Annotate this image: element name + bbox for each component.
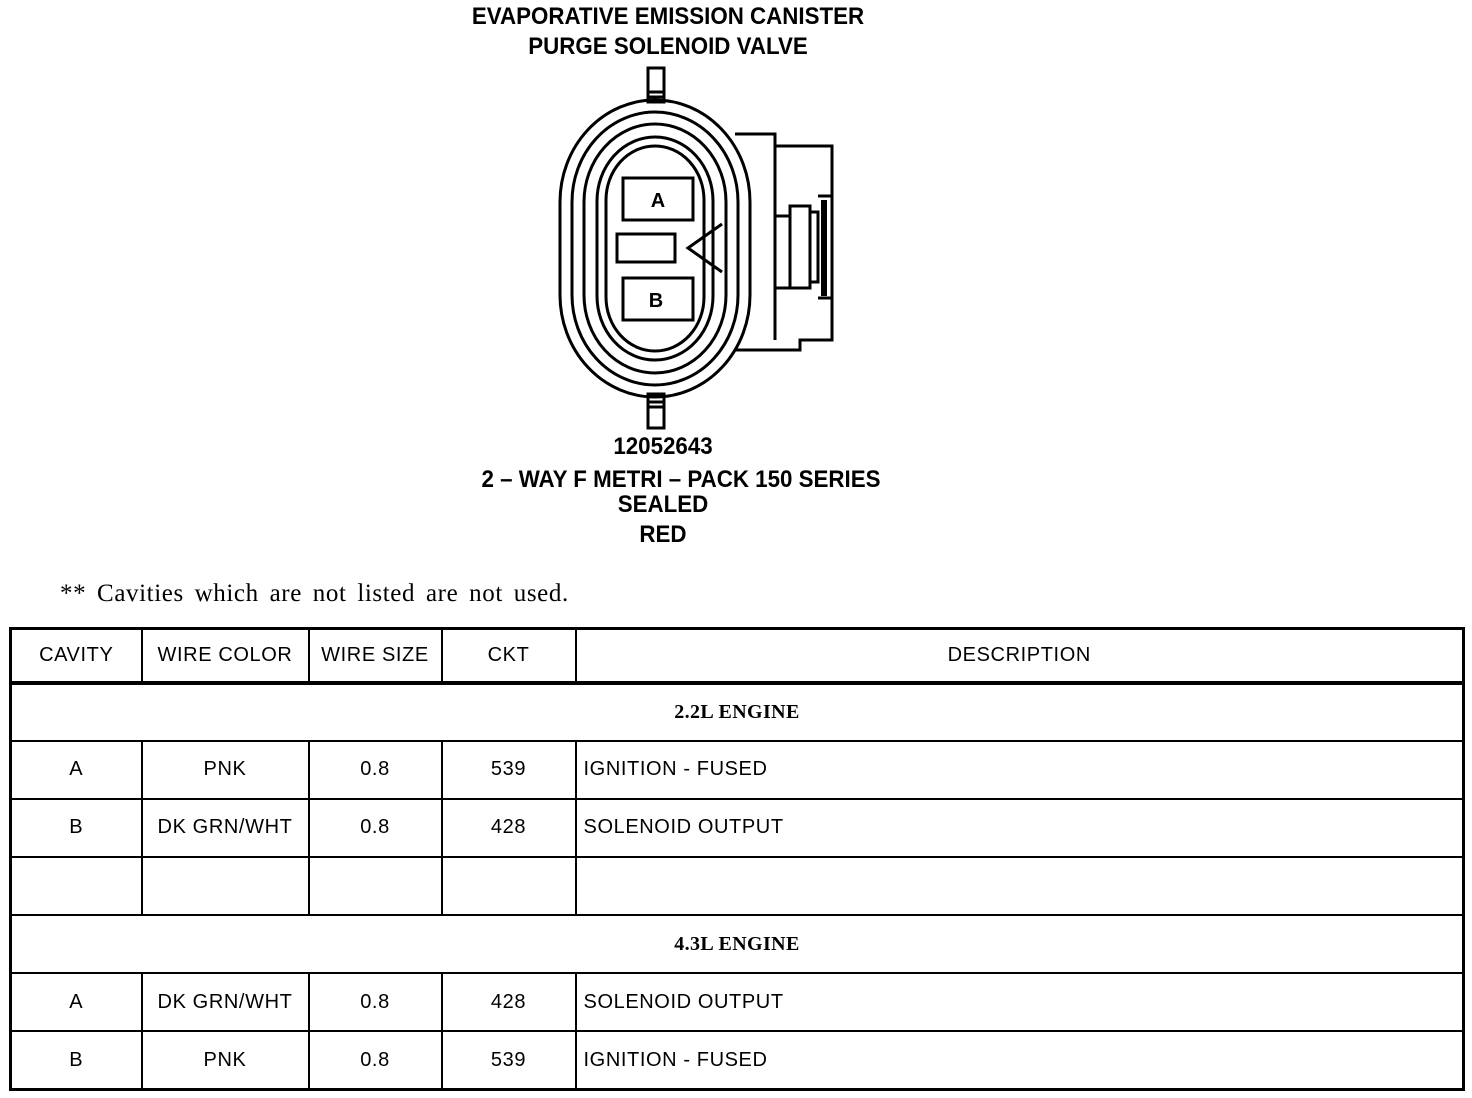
cavity-a-label: A	[650, 190, 666, 212]
header-cavity: CAVITY	[11, 629, 142, 683]
cell-wire-size	[309, 857, 442, 915]
bottom-lock-tab	[648, 394, 664, 428]
cell-wire-size: 0.8	[309, 973, 442, 1031]
cavity-b-label: B	[648, 290, 664, 312]
cell-ckt: 428	[442, 799, 576, 857]
connector-part-number: 12052643	[613, 433, 713, 460]
cell-description: IGNITION - FUSED	[576, 741, 1464, 799]
unused-cavities-note: ** Cavities which are not listed are not used.	[60, 580, 569, 607]
cell-ckt: 428	[442, 973, 576, 1031]
cell-cavity	[11, 857, 142, 915]
section-header-row	[11, 683, 1464, 741]
cell-cavity: B	[11, 1031, 142, 1089]
pinout-table	[9, 627, 1465, 1091]
connector-face-drawing	[540, 60, 860, 440]
diagram-title-line-2: PURGE SOLENOID VALVE	[528, 33, 808, 60]
table-row	[11, 799, 1464, 857]
cell-ckt	[442, 857, 576, 915]
connector-color: RED	[639, 521, 687, 548]
cell-description: SOLENOID OUTPUT	[576, 799, 1464, 857]
connector-seal: SEALED	[617, 491, 709, 518]
cell-ckt: 539	[442, 741, 576, 799]
table-row	[11, 973, 1464, 1031]
cell-wire-color: DK GRN/WHT	[142, 799, 309, 857]
cell-cavity: A	[11, 973, 142, 1031]
cell-wire-color: PNK	[142, 741, 309, 799]
cell-wire-color: DK GRN/WHT	[142, 973, 309, 1031]
cell-wire-size: 0.8	[309, 799, 442, 857]
section-header-row	[11, 915, 1464, 973]
table-header-row	[11, 629, 1464, 683]
header-ckt: CKT	[442, 629, 576, 683]
diagram-title-line-1: EVAPORATIVE EMISSION CANISTER	[471, 3, 865, 30]
header-description: DESCRIPTION	[576, 629, 1464, 683]
section-title: 4.3L ENGINE	[11, 915, 1464, 973]
cell-wire-size: 0.8	[309, 741, 442, 799]
header-wire-color: WIRE COLOR	[142, 629, 309, 683]
cell-ckt: 539	[442, 1031, 576, 1089]
cell-description: SOLENOID OUTPUT	[576, 973, 1464, 1031]
table-row-empty	[11, 857, 1464, 915]
cell-wire-color	[142, 857, 309, 915]
cell-description	[576, 857, 1464, 915]
cell-cavity: A	[11, 741, 142, 799]
header-wire-size: WIRE SIZE	[309, 629, 442, 683]
cell-cavity: B	[11, 799, 142, 857]
cell-wire-size: 0.8	[309, 1031, 442, 1089]
polarizing-key	[617, 234, 675, 262]
table-row	[11, 1031, 1464, 1089]
cell-description: IGNITION - FUSED	[576, 1031, 1464, 1089]
connector-type: 2 – WAY F METRI – PACK 150 SERIES	[481, 466, 881, 493]
table-row	[11, 741, 1464, 799]
section-title: 2.2L ENGINE	[11, 683, 1464, 741]
cell-wire-color: PNK	[142, 1031, 309, 1089]
